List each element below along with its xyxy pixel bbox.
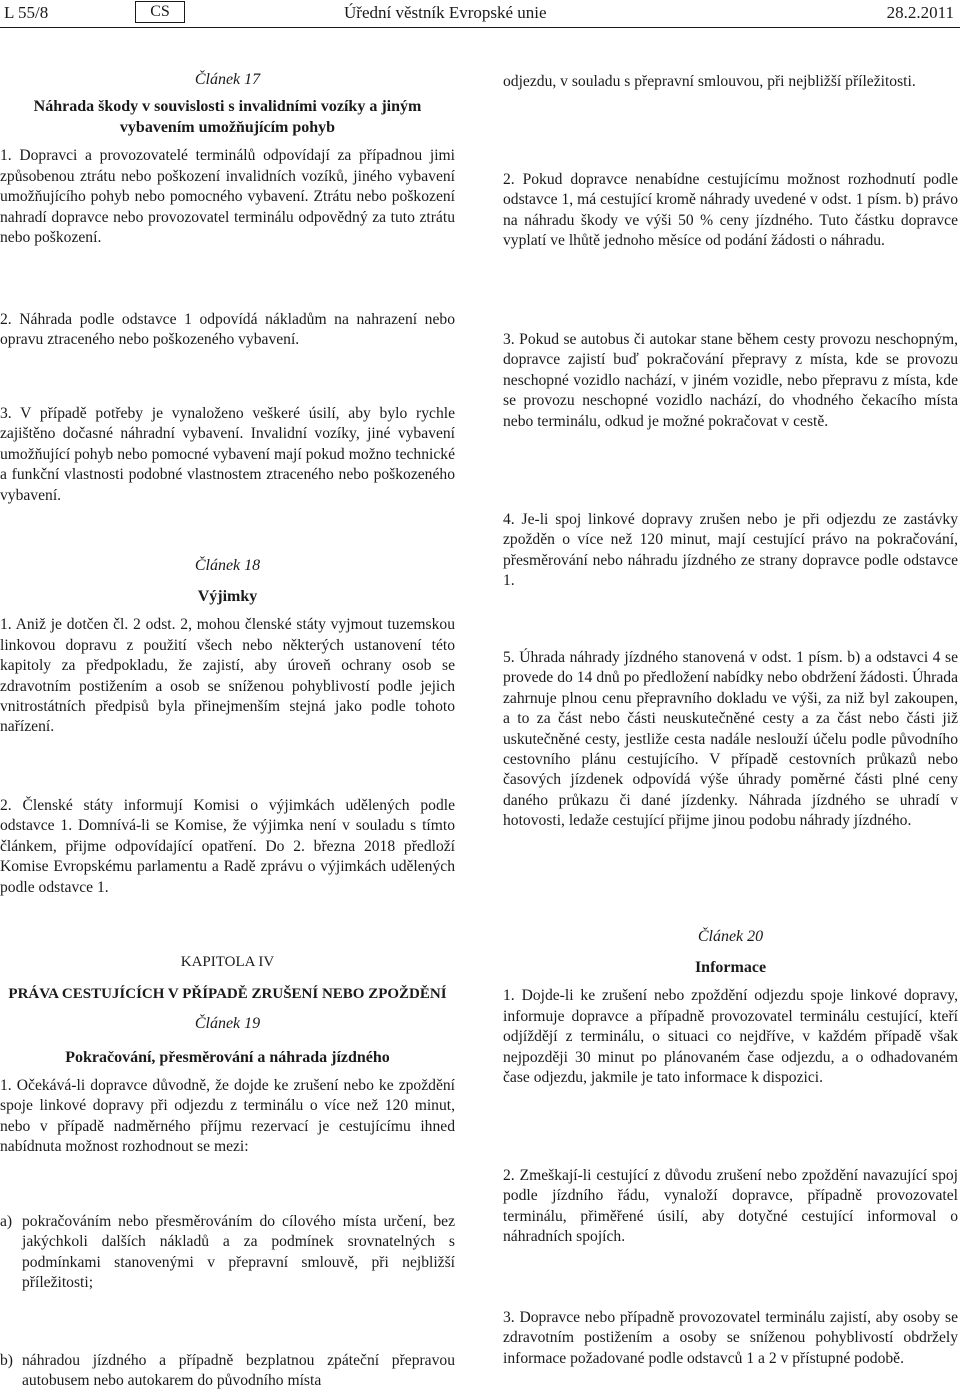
article-20-paragraph-3: 3. Dopravce nebo případně provozovatel terminálu zajistí, aby osoby se zdravotním postižením a osoby se sníženou pohyblivostí obdržely informace požadované podle odstavců 1 a 2 v přístupné podobě. [503, 1309, 958, 1367]
continuation-text: odjezdu, v souladu s přepravní smlouvou, při nejbližší příležitosti. [503, 73, 916, 90]
left-column-block-2 [0, 310, 455, 351]
left-column-block-3 [0, 404, 455, 506]
left-column-block-4 [0, 556, 455, 738]
article-19-paragraph-5: 5. Úhrada náhrady jízdného stanovená v odst. 1 písm. b) a odstavci 4 se provede do 14 dnů po předložení nabídky nebo obdržení žádosti. Úhrada zahrnuje plnou cenu přepravního dokladu ve výši, za niž byl zakoupen, a to za část nebo části neuskutečněné cesty a za část nebo části již uskutečněné cesty, jestliže cesta nadále neslouží účelu podle původního cestovního plánu cestujícího. V případě cestovních průkazů nebo časových jízdenek odpovídá výše úhrady poměrné části plné ceny daného průkazu či dané jízdenky. Náhrada jízdného se uhradí v hotovosti, ledaže cestující přijme jinou podobu náhrady jízdného. [503, 649, 958, 830]
journal-title: Úřední věstník Evropské unie [344, 3, 547, 22]
list-item-a [0, 1212, 455, 1294]
left-column-block-5 [0, 796, 455, 898]
article-20-paragraph-1: 1. Dojde-li ke zrušení nebo zpoždění odjezdu spoje linkové dopravy, informuje dopravce a případně provozovatel terminálu cestující, kteří odjíždějí z terminálu, o situaci co nejdříve, v každém případě však nejpozději 30 minut po plánovaném čase odjezdu, a o odhadovaném čase odjezdu, jakmile je tato informace k dispozici. [503, 987, 958, 1087]
article-19-paragraph-2: 2. Pokud dopravce nenabídne cestujícímu možnost rozhodnutí podle odstavce 1, má cestující kromě náhrady uvedené v odst. 1 písm. b) právo na náhradu škody ve výši 50 % ceny jízdného. Tuto částku dopravce vyplatí ve lhůtě jednoho měsíce od podání žádosti o náhradu. [503, 171, 958, 250]
right-column-block-6 [503, 927, 958, 1088]
publication-date: 28.2.2011 [886, 3, 954, 22]
article-17-paragraph-3: 3. V případě potřeby je vynaloženo veškeré úsilí, aby bylo rychle zajištěno dočasné náhradní vybavení. Invalidní vozíky, jiné vybavení umožňující pohyb nebo pomocné vybavení mají pokud možno technické a funkční vlastnosti podobné vlastnostem ztraceného nebo poškozeného vybavení. [0, 405, 455, 504]
list-item-b [0, 1351, 455, 1392]
article-19-paragraph-3: 3. Pokud se autobus či autokar stane během cesty provozu neschopným, dopravce zajistí buď pokračování přepravy z místa, kde se provozu neschopné vozidlo nachází, v jiném vozidle, nebo přepravu z místa, kde se provozu neschopné vozidlo nachází, do vhodného čekacího místa nebo terminálu, odkud je možné pokračovat v cestě. [503, 331, 958, 430]
article-20-label: Článek 20 [697, 928, 764, 945]
right-column-block-3 [503, 330, 958, 432]
right-column-block-2 [503, 170, 958, 252]
header-rule [0, 27, 960, 28]
right-column-block-8 [503, 1308, 958, 1369]
article-19-paragraph-4: 4. Je-li spoj linkové dopravy zrušen nebo je při odjezdu ze zastávky zpožděn o více než 120 minut, mají cestující právo na pokračování, přesměrování nebo náhradu jízdného ze strany dopravce podle odstavce 1. [503, 511, 958, 590]
article-19-paragraph-1: 1. Očekává-li dopravce důvodně, že dojde ke zrušení nebo ke zpoždění spoje linkové dopravy při odjezdu z terminálu o více než 120 minut, nebo v případě nadměrného příjmu rezervací je cestujícímu ihned nabídnuta možnost rozhodnout se mezi: [0, 1076, 455, 1156]
article-19-label: Článek 19 [194, 1015, 261, 1033]
article-18-paragraph-2: 2. Členské státy informují Komisi o výjimkách udělených podle odstavce 1. Domnívá-li se Komise, že výjimka není v souladu s tímto článkem, přijme odpovídající opatření. Do 2. března 2018 předloží Komise Evropskému parlamentu a Radě zprávu o výjimkách udělených podle odstavce 1. [0, 797, 455, 896]
right-column-block-5 [503, 648, 958, 832]
left-column-block-8 [0, 1351, 455, 1392]
list-marker-a: a) [0, 1213, 13, 1230]
chapter-title: PRÁVA CESTUJÍCÍCH V PŘÍPADĚ ZRUŠENÍ NEBO ZPOŽDĚNÍ [8, 986, 447, 1003]
article-17-title: Náhrada škody v souvislosti s invalidními vozíky a jiným vybavením umožňujícím pohyb [33, 98, 422, 137]
chapter-label: KAPITOLA IV [180, 954, 275, 970]
article-18-paragraph-1: 1. Aniž je dotčen čl. 2 odst. 2, mohou členské státy vyjmout tuzemskou linkovou dopravu z použití všech nebo některých ustanovení této kapitoly za předpokladu, že zajistí, aby úroveň ochrany osob se zdravotním postižením a osob se sníženou pohyblivostí podle jejich vnitrostátních předpisů byla přinejmenším stejná jako podle tohoto nařízení. [0, 616, 455, 736]
list-marker-b: b) [0, 1352, 13, 1369]
left-column-block-7 [0, 1212, 455, 1294]
page-reference: L 55/8 [4, 3, 49, 22]
article-20-title: Informace [694, 959, 767, 977]
article-17-paragraph-1: 1. Dopravci a provozovatelé terminálů odpovídají za případnou jimi způsobenou ztrátu nebo poškození invalidních vozíků, jiného vybavení umožňujícího pohyb nebo pomocného vybavení. Ztrátu nebo poškození nahradí dopravce nebo provozovatel terminálu odpovědný za tuto ztrátu nebo poškození. [0, 147, 455, 247]
left-column [0, 70, 455, 248]
list-text-a: pokračováním nebo přesměrováním do cílového místa určení, bez jakýchkoli dalších nákladů a za podmínek srovnatelných s podmínkami stanovenými v přepravní smlouvě, při nejbližší příležitosti; [22, 1213, 455, 1292]
right-column-block-7 [503, 1166, 958, 1248]
article-18-title: Výjimky [197, 588, 258, 606]
article-17-label: Článek 17 [194, 71, 261, 88]
language-box: CS [135, 1, 185, 23]
article-19-title: Pokračování, přesměrování a náhrada jízdného [65, 1048, 390, 1066]
article-20-paragraph-2: 2. Zmeškají-li cestující z důvodu zrušení nebo zpoždění navazující spoj podle jízdního řádu, vynaloží dopravce, případně provozovatel terminálu, přiměřené úsilí, aby dotyčné cestující informoval o náhradních spojích. [503, 1167, 958, 1246]
left-column-block-6 [0, 952, 455, 1157]
right-column-block-4 [503, 510, 958, 592]
article-18-label: Článek 18 [194, 557, 261, 574]
list-text-b: náhradou jízdného a případně bezplatnou zpáteční přepravou autobusem nebo autokarem do původního místa [22, 1352, 455, 1390]
article-17-paragraph-2: 2. Náhrada podle odstavce 1 odpovídá nákladům na nahrazení nebo opravu ztraceného nebo poškozeného vybavení. [0, 311, 455, 349]
right-column-block-1 [503, 72, 958, 92]
